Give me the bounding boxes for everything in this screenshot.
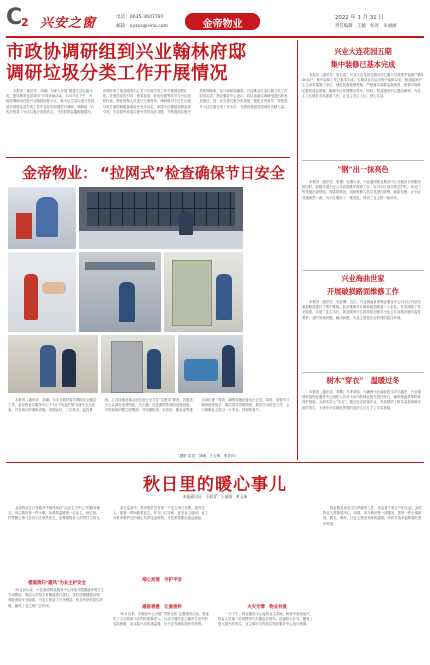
right-article-1-subtitle: 集中装修已基本完成 <box>330 60 396 69</box>
lead-body-columns <box>6 89 288 153</box>
feature-body-columns <box>8 398 290 452</box>
photo-fire-hydrant-check <box>8 187 76 249</box>
photo-elevator-door <box>111 341 143 393</box>
logo-text: 兴安之窗 <box>40 16 97 31</box>
photo-panel <box>172 260 212 326</box>
photo-inspector <box>216 274 232 320</box>
essay-sub3-body: 10月以来，各服务中心开展“邻里互助”志愿服务活动，物业员工主动帮助小区内的孤寡老人、行动不便的业主解决生活中的实际困难，用实际行动传递温暖，让小区充满浓浓的邻里情。 <box>113 612 210 627</box>
photo-person-3 <box>62 349 76 387</box>
photo-person <box>36 197 58 237</box>
photo-extinguisher <box>24 274 38 320</box>
right-article-1-title: 兴业大连花园五期 <box>334 47 392 56</box>
right-article-3-body: 本报讯（通讯员 吴亚琳）近日，兴业海曲世家物业服务中心对小区内部分破损路面进行了集中维修。此次维修共计修补破损路面二十余处，有效消除了安全隐患，方便了业主出行。物业服务中心将持续加强对小区公共设施设备的巡查维护，及时发现问题、解决问题，为业主营造安全舒适的居住环境。 <box>302 300 421 320</box>
phone-label: 电话：0635-3607787 <box>116 15 164 20</box>
page-number-badge <box>6 6 30 30</box>
essay-sub2-body: 某日巡查中，秩序维护员发现一户业主家门未锁，屋内无人，便第一时间联系业主，并在门口守候，直至业主赶回。业主对秩序维护员的细心负责连连称赞，并送来感谢信表达谢意。 <box>113 506 208 521</box>
lead-headline-line2: 调研垃圾分类工作开展情况 <box>6 63 228 84</box>
right-article-4-body: 本报讯（通讯员 李慧）冬季来临，为确保小区绿化树木安全越冬，兴业锦绣家园物业服务中心组织人员对小区内的绿化树木进行涂白、缠绕保温带等防寒保护措施，为树木穿上“冬衣”。通过此次防寒作业，有效预防了树木冻害和病虫害的发生，为来年小区绿化景观的良好生长打下了坚实基础。 <box>302 390 421 410</box>
photo-staff <box>179 211 193 235</box>
photo-person-2 <box>40 345 56 387</box>
essay-closing: 物业服务虽是平凡琐碎的工作，却连着千家万户的生活。金帝物业人将继续用心、用情、用力做好每一项服务，把每一件小事做细、做实、做好，让业主感受到家的温暖，共同打造幸福和谐的美好家园。 <box>323 506 422 526</box>
photo-worker-3 <box>222 345 235 387</box>
essay-byline: 本报通讯员 王晓青 王丽娟 黄玉珠 <box>182 494 248 499</box>
photo-worker-2 <box>147 349 161 389</box>
essay-intro: 金帝物业在日常服务中始终坚持“以业主为中心”的服务理念，用心做好每一件小事，用真情温暖每一位业主。秋日里，一件件暖心事儿在各小区悄然发生，诠释着物业人的责任与担当。 <box>8 506 103 521</box>
essay-sub1-body: 10月份以来，兴业嘉园物业服务中心持续开展楼道环境卫生专项整治，保洁人员每天对楼道进行清扫，及时清理楼道杂物，消除消防安全隐患，为业主营造了干净整洁、安全有序的居住环境，赢得了业主的广泛好评。 <box>8 588 105 608</box>
photo-pump <box>184 359 218 381</box>
photo-stairwell-check <box>8 335 98 393</box>
lead-body: 本报讯（通讯员 刘溪）为深入开展“推进生活垃圾分类，建设精美宜居城市”专项协商活动，1月17日下午，市政协调研组莅临兴业翰林府邸小区，就小区生活垃圾分类投放开展情况及分类工作中存在的问题进行调研。调研组一行先后察看了小区垃圾分类投放点、分类收集容器配置情况，详细听取了物业服务中心关于垃圾分类工作开展情况的汇报，并围绕宣传引导、督导检查、收运处置等环节与小区居民代表、物业管理人员进行交流座谈。调研组对小区在垃圾分类方面的积极探索给予充分肯定，希望小区继续加强宣传引导，引导居民养成垃圾分类的良好习惯，不断提高垃圾分类的知晓率、参与率和准确率，共同推动生活垃圾分类工作取得实效。物业服务中心表示，将认真落实调研组提出的意见建议，进一步完善垃圾分类设施，强化日常督导，持续提升小区垃圾分类工作水平，为建设美丽宜居城市贡献力量。 <box>6 89 288 114</box>
photo-desk <box>79 231 243 249</box>
photo-hydrant-box <box>16 213 32 239</box>
right-article-2-title: “钢”出一抹亮色 <box>337 165 389 174</box>
masthead-rule <box>6 36 424 38</box>
photo-fire-extinguisher <box>8 252 76 332</box>
photo-electrical-panel <box>164 252 243 332</box>
right-column-divider <box>297 40 298 460</box>
photo-monitor-wall <box>87 192 235 226</box>
essay-title: 秋日里的暖心事儿 <box>143 475 287 495</box>
issue-date: 2022 年 1 月 31 日 <box>335 15 384 21</box>
essay-sub2: 细心发现 守护平安 <box>142 578 182 583</box>
essay-sub3: 感恩善意 让爱流传 <box>142 605 182 610</box>
essay-sub4: 火灾无情 物业有爱 <box>247 605 287 610</box>
feature-title: “拉网式”检查确保节日安全 <box>100 164 285 182</box>
feature-body: 本报讯（通讯员 刘溪）为全力做好春节期间安全稳定工作，金帝物业各服务中心于1月下旬起开展节前安全大检查，对各项目的消防设施、电梯运行、二次供水、监控系统、公共设施及重点部位进行全方位“拉网式”排查。各服务中心认真检查消防栓、灭火器、应急照明等消防设施设备，对发现的问题立即整改；对电梯机房、水泵房、配电室等重点部位逐一排查，确保设施设备运行正常。同时，加强节日期间值班值守，落实领导带班制度，做好安全防范工作，全力保障业主度过一个安全、祥和的春节。 <box>8 398 290 413</box>
right-article-3-title: 兴业海曲世家 <box>341 274 385 283</box>
photo-worker <box>119 282 135 322</box>
masthead <box>0 0 430 40</box>
photo-hand <box>42 282 66 294</box>
email-label: 邮箱：xyzxs@sina.com <box>116 24 169 29</box>
photo-control-room <box>79 187 243 249</box>
page-number-c-glyph: C <box>6 5 23 30</box>
right-rule-3 <box>302 372 424 373</box>
essay-sub1: 楼道清扫“暖风”为业主护安全 <box>28 581 86 586</box>
right-article-4-title: 树木“穿衣” 温暖过冬 <box>326 376 400 385</box>
right-rule-1 <box>302 160 424 161</box>
photo-pipes <box>85 262 155 270</box>
lead-bottom-rule <box>6 157 290 158</box>
feature-photographer: （摄影 苗君 刘溪 王玉珠 张洋洋） <box>176 454 239 458</box>
essay-sub4-body: 一天下午，物业服务中心接到业主求助，称家中厨房起火，物业人员第一时间携带灭火器赶往现场，迅速将火扑灭，避免了更大损失的发生。业主事后专程前往物业服务中心表示感谢。 <box>218 612 314 627</box>
right-article-2-body: 本报讯（通讯员 张瑾）近期以来，兴业嘉园物业服务中心在做好日常服务的同时，积极开展小区公共设施维护保养工作。针对小区部分铁艺护栏、单元门等设施出现锈蚀、掉漆的情况，组织维修人员对其进行除锈、刷漆处理，让小区设施焕然一新，为小区增添了一抹亮色，得到了业主的一致好评。 <box>302 180 421 200</box>
lead-headline-line1: 市政协调研组到兴业翰林府邸 <box>6 42 247 63</box>
right-article-1-body: 本报讯（通讯员 张自春）兴业大连花园五期目前已累计完成集中装修户数480余户，集中装修工作已基本完成。五期项目自启动集中装修以来，物业服务中心主动对接施工单位，细化装修管理措施，严格落实装修巡查制度，加强对装修垃圾的清运管理，确保小区环境整洁有序。同时，物业服务中心提前谋划，为业主入住做好各项准备工作，让业主安心入住、舒心生活。 <box>302 73 424 98</box>
photo-elevator-check <box>101 335 175 393</box>
editor-line: 责任编辑 王薇 校对 朱丽丽 <box>335 24 397 29</box>
essay-top-rule <box>6 462 424 463</box>
photo-pump-room <box>178 335 243 393</box>
right-rule-2 <box>302 270 424 271</box>
page-number: 2 <box>21 16 29 29</box>
feature-kicker: 金帝物业： <box>22 164 98 182</box>
right-article-3-subtitle: 开展破损路面维修工作 <box>327 287 399 296</box>
photo-equipment-room <box>79 252 161 332</box>
section-title: 金帝物业 <box>202 19 243 30</box>
